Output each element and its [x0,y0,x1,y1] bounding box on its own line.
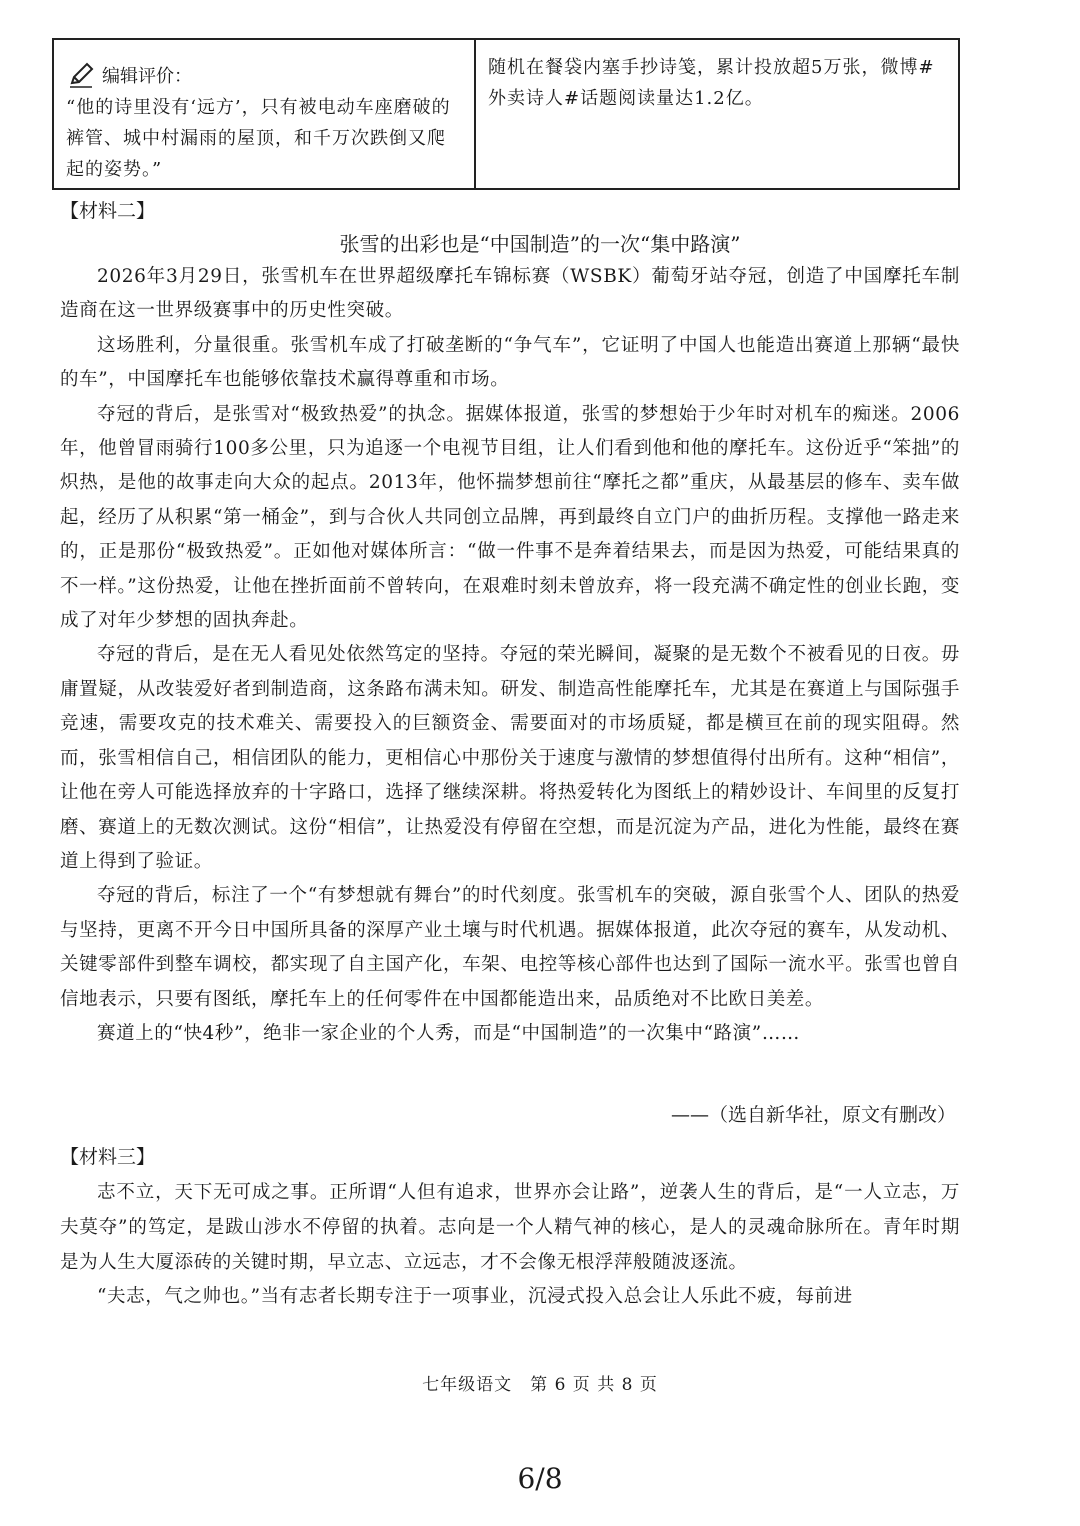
paragraph: “夫志，气之帅也。”当有志者长期专注于一项事业，沉浸式投入总会让人乐此不疲，每前进 [97,1286,853,1308]
paragraph: 志不立，天下无可成之事。正所谓“人但有追求，世界亦会让路”，逆袭人生的背后，是“一人立志，万夫莫夺”的笃定，是跋山涉水不停留的执着。志向是一个人精气神的核心，是人的灵魂命脉所在。青年时期是为人生大厦添砖的关键时期，早立志、立远志，才不会像无根浮萍般随波逐流。 [60,1182,960,1273]
paragraph: 这场胜利，分量很重。张雪机车成了打破垄断的“争气车”，它证明了中国人也能造出赛道上那辆“最快的车”，中国摩托车也能够依靠技术赢得尊重和市场。 [60,334,960,391]
material-3-body [60,1176,960,1315]
source-citation: ——（选自新华社，原文有删改） [670,1104,956,1126]
page-footer: 七年级语文 第 6 页 共 8 页 [422,1375,658,1395]
pen-icon [66,60,96,90]
article-title: 张雪的出彩也是“中国制造”的一次“集中路演” [339,232,741,256]
editor-comment-cell [54,40,476,188]
paragraph: 2026年3月29日，张雪机车在世界超级摩托车锦标赛（WSBK）葡萄牙站夺冠，创造了中国摩托车制造商在这一世界级赛事中的历史性突破。 [60,266,960,322]
editor-comment: “他的诗里没有‘远方’，只有被电动车座磨破的裤管、城中村漏雨的屋顶，和千万次跌倒又爬起的姿势。” [66,97,451,180]
stats-cell [476,40,958,188]
material-3-label: 【材料三】 [60,1146,156,1168]
editor-heading [66,58,462,92]
editor-label: 编辑评价： [102,66,192,87]
paragraph: 夺冠的背后，是张雪对“极致热爱”的执念。据媒体报道，张雪的梦想始于少年时对机车的痴迷。2006年，他曾冒雨骑行100多公里，只为追逐一个电视节目组，让人们看到他和他的摩托车。这份近乎“笨拙”的炽热，是他的故事走向大众的起点。2013年，他怀揣梦想前往“摩托之都”重庆，从最基层的修车、卖车做起，经历了从积累“第一桶金”，到与合伙人共同创立品牌，再到最终自立门户的曲折历程。支撑他一路走来的，正是那份“极致热爱”。正如他对媒体所言：“做一件事不是奔着结果去，而是因为热爱，可能结果真的不一样。”这份热爱，让他在挫折面前不曾转向，在艰难时刻未曾放弃，将一段充满不确定性的创业长跑，变成了对年少梦想的固执奔赴。 [60,403,960,632]
material-2-body [60,260,960,1051]
page-number: 6/8 [517,1462,563,1495]
material-2-label: 【材料二】 [60,200,156,222]
paragraph: 夺冠的背后，标注了一个“有梦想就有舞台”的时代刻度。张雪机车的突破，源自张雪个人、团队的热爱与坚持，更离不开今日中国所具备的深厚产业土壤与时代机遇。据媒体报道，此次夺冠的赛车，从发动机、关键零部件到整车调校，都实现了自主国产化，车架、电控等核心部件也达到了国际一流水平。张雪也曾自信地表示，只要有图纸，摩托车上的任何零件在中国都能造出来，品质绝对不比欧日美差。 [60,885,960,1010]
paragraph: 赛道上的“快4秒”，绝非一家企业的个人秀，而是“中国制造”的一次集中“路演”…… [97,1022,801,1044]
stats-text: 随机在餐袋内塞手抄诗笺，累计投放超5万张，微博#外卖诗人#话题阅读量达1.2亿。 [488,57,935,109]
top-table [52,38,960,190]
paragraph: 夺冠的背后，是在无人看见处依然笃定的坚持。夺冠的荣光瞬间，凝聚的是无数个不被看见的日夜。毋庸置疑，从改装爱好者到制造商，这条路布满未知。研发、制造高性能摩托车，尤其是在赛道上与国际强手竞速，需要攻克的技术难关、需要投入的巨额资金、需要面对的市场质疑，都是横亘在前的现实阻碍。然而，张雪相信自己，相信团队的能力，更相信心中那份关于速度与激情的梦想值得付出所有。这种“相信”，让他在旁人可能选择放弃的十字路口，选择了继续深耕。将热爱转化为图纸上的精妙设计、车间里的反复打磨、赛道上的无数次测试。这份“相信”，让热爱没有停留在空想，而是沉淀为产品，进化为性能，最终在赛道上得到了验证。 [60,644,960,872]
